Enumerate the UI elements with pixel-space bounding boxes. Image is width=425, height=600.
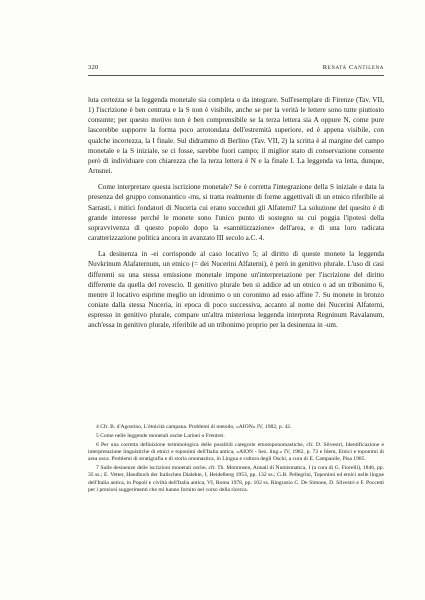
paragraph-1: luta certezza se la leggenda monetale sia completa o da integrare. Sull'esemplare di Firenze (Tav. VII, 1) l'iscrizione è ben centrata e la S non è visibile, anche se per la verità le lettere sono tutte piuttosto consunte; per questo motivo non è ben comprensibile se la terza lettera sia A oppure N, come pure lascerebbe supporre la forma poco arrotondata dell'estremità superiore, ed è appena visibile, con qualche incertezza, la I finale. Sul didrammo di Berlino (Tav. VII, 2) la scritta è al margine del campo monetale e la S iniziale, se ci fosse, sarebbe fuori campo; il miglior stato di conservazione consente però di individuare con chiarezza che la terza lettera è N e la finale I. La leggenda va letta, dunque, Arnsnei.	[88, 96, 384, 176]
footnote-5: 5 Come nelle leggende monetali osche Larinei o Frentrei.	[96, 432, 225, 439]
header-rule	[88, 75, 384, 76]
footnote-6: 6 Per una corretta definizione terminologica delle possibili categorie etnotoponomastiche, cfr. D. Silvestri, Identificazione e interpretazione linguistiche di etnici e toponimi dell'Italia antica, «AION - Sez. ling.» IV, 1982, p. 73 e Idem, Etnici e toponimi di area osca. Problemi di stratigrafia e di storia onomastica, in Lingua e cultura degli Oschi, a cura di E. Campanile, Pisa 1985.	[88, 441, 384, 463]
page-number: 320	[88, 64, 99, 71]
footnote-7: 7 Sulle desinenze delle iscrizioni monetali osche, cfr. Th. Mommsen, Annali di Numismatica, I (a cura di G. Fiorelli), 1846, pp. 35 ss.; E. Vetter, Handbuch der Italischen Dialekte, I, Heidelberg 1953, pp. 132 ss.; G.B. Pellegrini, Toponimi ed etnici nelle lingue dell'Italia antica, in Popoli e civiltà dell'Italia antica, VI, Roma 1978, pp. 102 ss. Ringrazio C. De Simone, D. Silvestri e F. Poccetti per i preziosi suggerimenti che mi hanno fornito nel corso della ricerca.	[88, 464, 384, 493]
footnote-4: 4 Cfr. B. d'Agostino, L'ètnicità campana. Problemi di metodo, «AION» IV, 1982, p. 42.	[96, 424, 292, 430]
running-header-author: Renata Cantilena	[322, 64, 384, 71]
paragraph-3: La desinenza in -ei corrisponde al caso locativo 5; al diritto di queste monete la leggenda Nuvkrinum Alafaternum, un etnico (= dei Nucerini Alfaterni), è però in genitivo plurale. L'uso di casi differenti su una stessa emissione monetale impone un'interpretazione per l'iscrizione del diritto differente da quella del rovescio. Il genitivo plurale ben si addice ad un etnico o ad un tribonimo 6, mentre il locativo esprime meglio un idronimo o un coronimo ad esso affine 7. Su monete in bronzo coniate dalla stessa Nuceria, in epoca di poco successiva, accanto al nome dei Nucerini Alfaterni, espresso in genitivo plurale, compare un'altra misteriosa leggenda interpreta Regninum Ravalanum, anch'essa in genitivo plurale, riferibile ad un tribonimo proprio per la desinenza in -um.	[88, 250, 384, 330]
body-text	[88, 95, 384, 336]
paragraph-2: Come interpretare questa iscrizione monetale? Se è corretta l'integrazione della S iniziale e data la presenza del gruppo consonantico -rns, si tratta realmente di forme aggettivali di un etnico riferibile ai Sarrasti, i mitici fondatori di Nuceria cui erano succeduti gli Alfaterni? La soluzione del quesito è di grande interesse perché le monete sono l'unico punto di sostegno su cui poggia l'ipotesi della sopravvivenza di questo popolo dopo la «sannitizzazione» dell'area, e di una loro radicata caratterizzazione politica ancora in avanzato III secolo a.C. 4.	[88, 183, 384, 243]
footnotes	[88, 424, 384, 496]
